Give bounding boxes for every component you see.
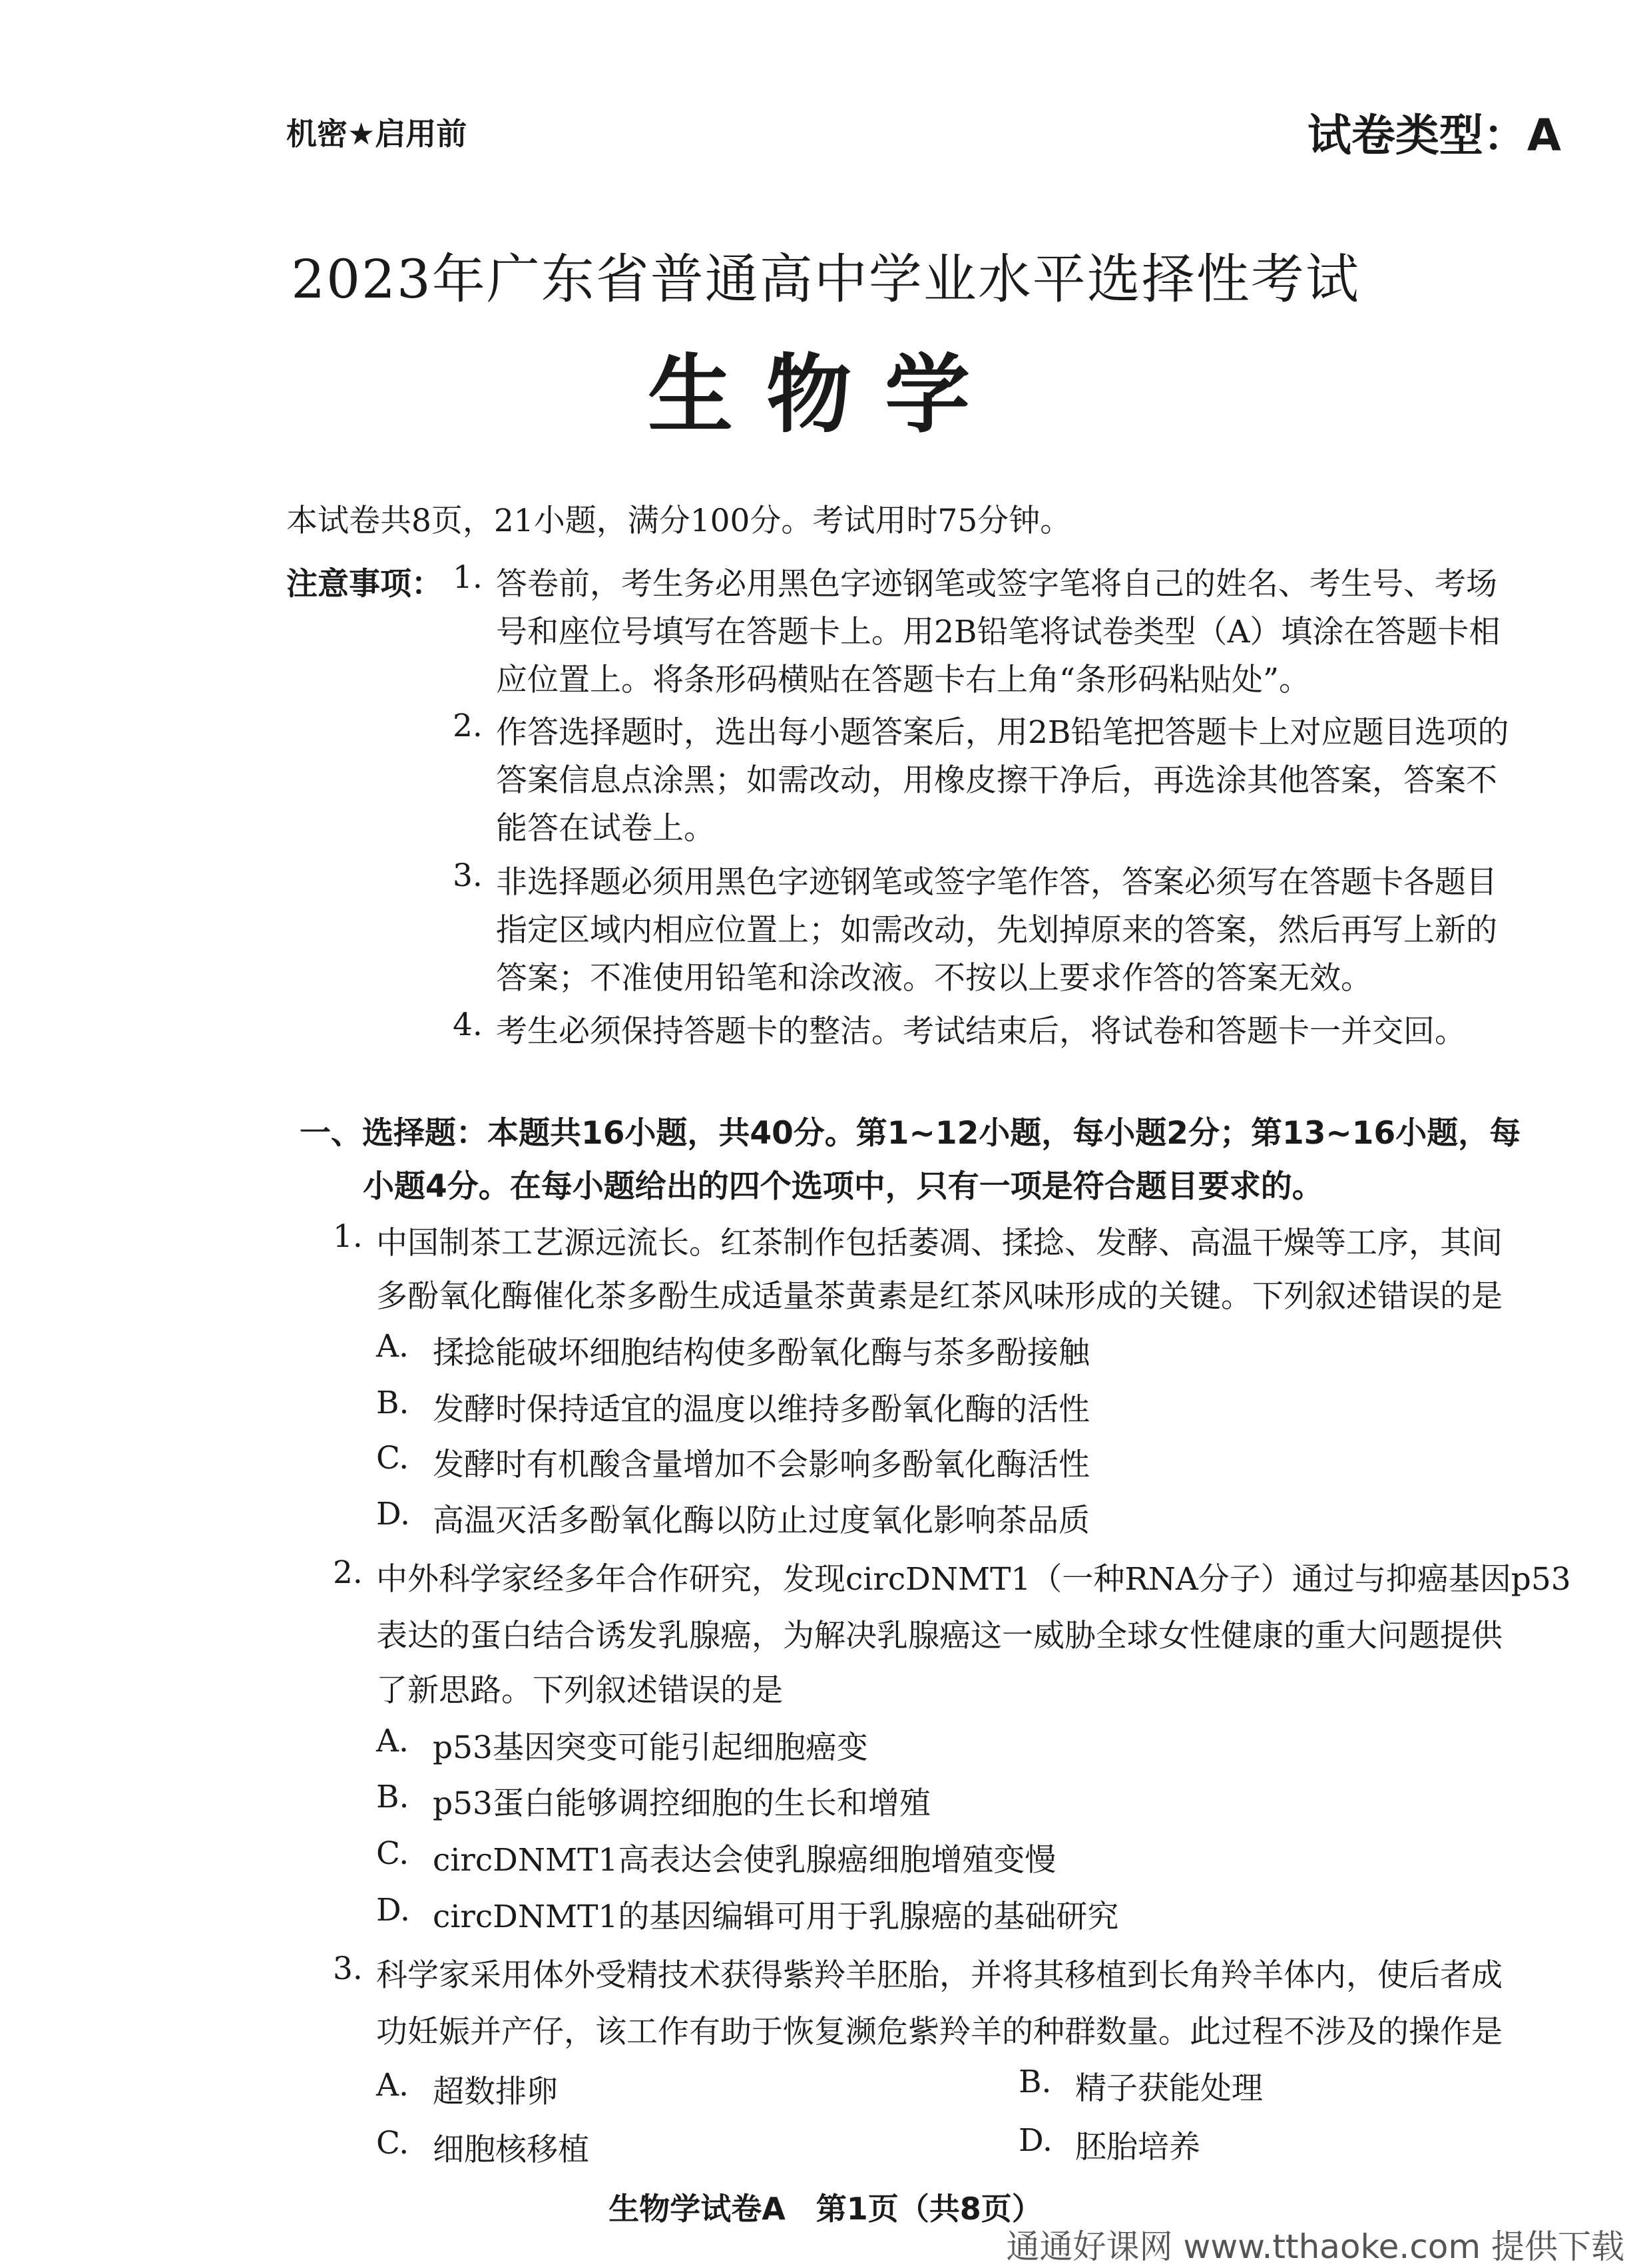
note-number: 3. [453,857,483,894]
question-text: 功妊娠并产仔，该工作有助于恢复濒危紫羚羊的种群数量。此过程不涉及的操作是 [376,2014,1503,2050]
question-number: 1. [333,1218,363,1255]
question-text: 表达的蛋白结合诱发乳腺癌，为解决乳腺癌这一威胁全球女性健康的重大问题提供 [376,1618,1503,1654]
watermark: 通通好课网 www.tthaoke.com 提供下载 [1006,2227,1624,2266]
option-text: 揉捻能破坏细胞结构使多酚氧化酶与茶多酚接触 [433,1335,1090,1371]
option-text: 细胞核移植 [433,2132,589,2168]
question-text: 科学家采用体外受精技术获得紫羚羊胚胎，并将其移植到长角羚羊体内，使后者成 [376,1957,1503,1994]
question-text: 了新思路。下列叙述错误的是 [376,1672,783,1709]
question-text: 中国制茶工艺源远流长。红茶制作包括萎凋、揉捻、发酵、高温干燥等工序，其间 [376,1225,1503,1261]
exam-title: 2023年广东省普通高中学业水平选择性考试 [291,248,1360,310]
option-label: C. [376,2125,409,2161]
note-line: 应位置上。将条形码横贴在答题卡右上角“条形码粘贴处”。 [496,662,1311,698]
question-number: 2. [333,1554,363,1591]
question-text: 中外科学家经多年合作研究，发现circDNMT1（一种RNA分子）通过与抑癌基因p53 [376,1561,1571,1598]
option-label: C. [376,1835,409,1872]
option-label: D. [1019,2122,1053,2159]
subject-title: 生物学 [647,345,1003,445]
confidential-mark: 机密★启用前 [286,116,467,152]
option-text: 超数排卵 [433,2074,558,2110]
notes-label: 注意事项： [286,566,443,602]
option-text: 胚胎培养 [1075,2129,1200,2165]
option-label: B. [376,1385,409,1421]
option-text: 精子获能处理 [1075,2070,1263,2107]
option-label: A. [376,1723,409,1759]
option-label: C. [376,1440,409,1476]
option-text: circDNMT1高表达会使乳腺癌细胞增殖变慢 [433,1842,1057,1879]
option-text: p53蛋白能够调控细胞的生长和增殖 [433,1785,931,1822]
paper-type: 试卷类型：A [1307,110,1561,161]
option-text: 发酵时有机酸含量增加不会影响多酚氧化酶活性 [433,1447,1090,1483]
section-heading-line2: 小题4分。在每小题给出的四个选项中，只有一项是符合题目要求的。 [363,1168,1323,1205]
option-label: B. [376,1779,409,1815]
note-line: 号和座位号填写在答题卡上。用2B铅笔将试卷类型（A）填涂在答题卡相 [496,614,1501,650]
note-line: 考生必须保持答题卡的整洁。考试结束后，将试卷和答题卡一并交回。 [496,1013,1466,1050]
option-text: 发酵时保持适宜的温度以维持多酚氧化酶的活性 [433,1391,1090,1428]
option-text: circDNMT1的基因编辑可用于乳腺癌的基础研究 [433,1899,1119,1935]
note-line: 答案；不准使用铅笔和涂改液。不按以上要求作答的答案无效。 [496,960,1372,997]
note-line: 作答选择题时，选出每小题答案后，用2B铅笔把答题卡上对应题目选项的 [496,714,1509,751]
note-line: 答案信息点涂黑；如需改动，用橡皮擦干净后，再选涂其他答案，答案不 [496,762,1497,799]
note-line: 非选择题必须用黑色字迹钢笔或签字笔作答，答案必须写在答题卡各题目 [496,864,1497,901]
option-label: A. [376,1328,409,1365]
note-number: 4. [453,1007,483,1043]
note-line: 指定区域内相应位置上；如需改动，先划掉原来的答案，然后再写上新的 [496,912,1497,949]
section-heading-line1: 一、选择题：本题共16小题，共40分。第1~12小题，每小题2分；第13~16小题，每 [300,1115,1521,1152]
note-number: 1. [453,559,483,596]
option-label: D. [376,1496,410,1532]
question-text: 多酚氧化酶催化茶多酚生成适量茶黄素是红茶风味形成的关键。下列叙述错误的是 [376,1278,1503,1315]
exam-intro: 本试卷共8页，21小题，满分100分。考试用时75分钟。 [286,503,1072,539]
option-text: p53基因突变可能引起细胞癌变 [433,1729,868,1766]
note-line: 答卷前，考生务必用黑色字迹钢笔或签字笔将自己的姓名、考生号、考场 [496,566,1497,602]
note-number: 2. [453,708,483,744]
option-label: D. [376,1892,410,1928]
note-line: 能答在试卷上。 [496,810,715,847]
option-text: 高温灭活多酚氧化酶以防止过度氧化影响茶品质 [433,1502,1090,1539]
question-number: 3. [333,1950,363,1987]
option-label: A. [376,2067,409,2104]
page-footer: 生物学试卷A 第1页（共8页） [608,2191,1043,2227]
option-label: B. [1019,2064,1052,2100]
